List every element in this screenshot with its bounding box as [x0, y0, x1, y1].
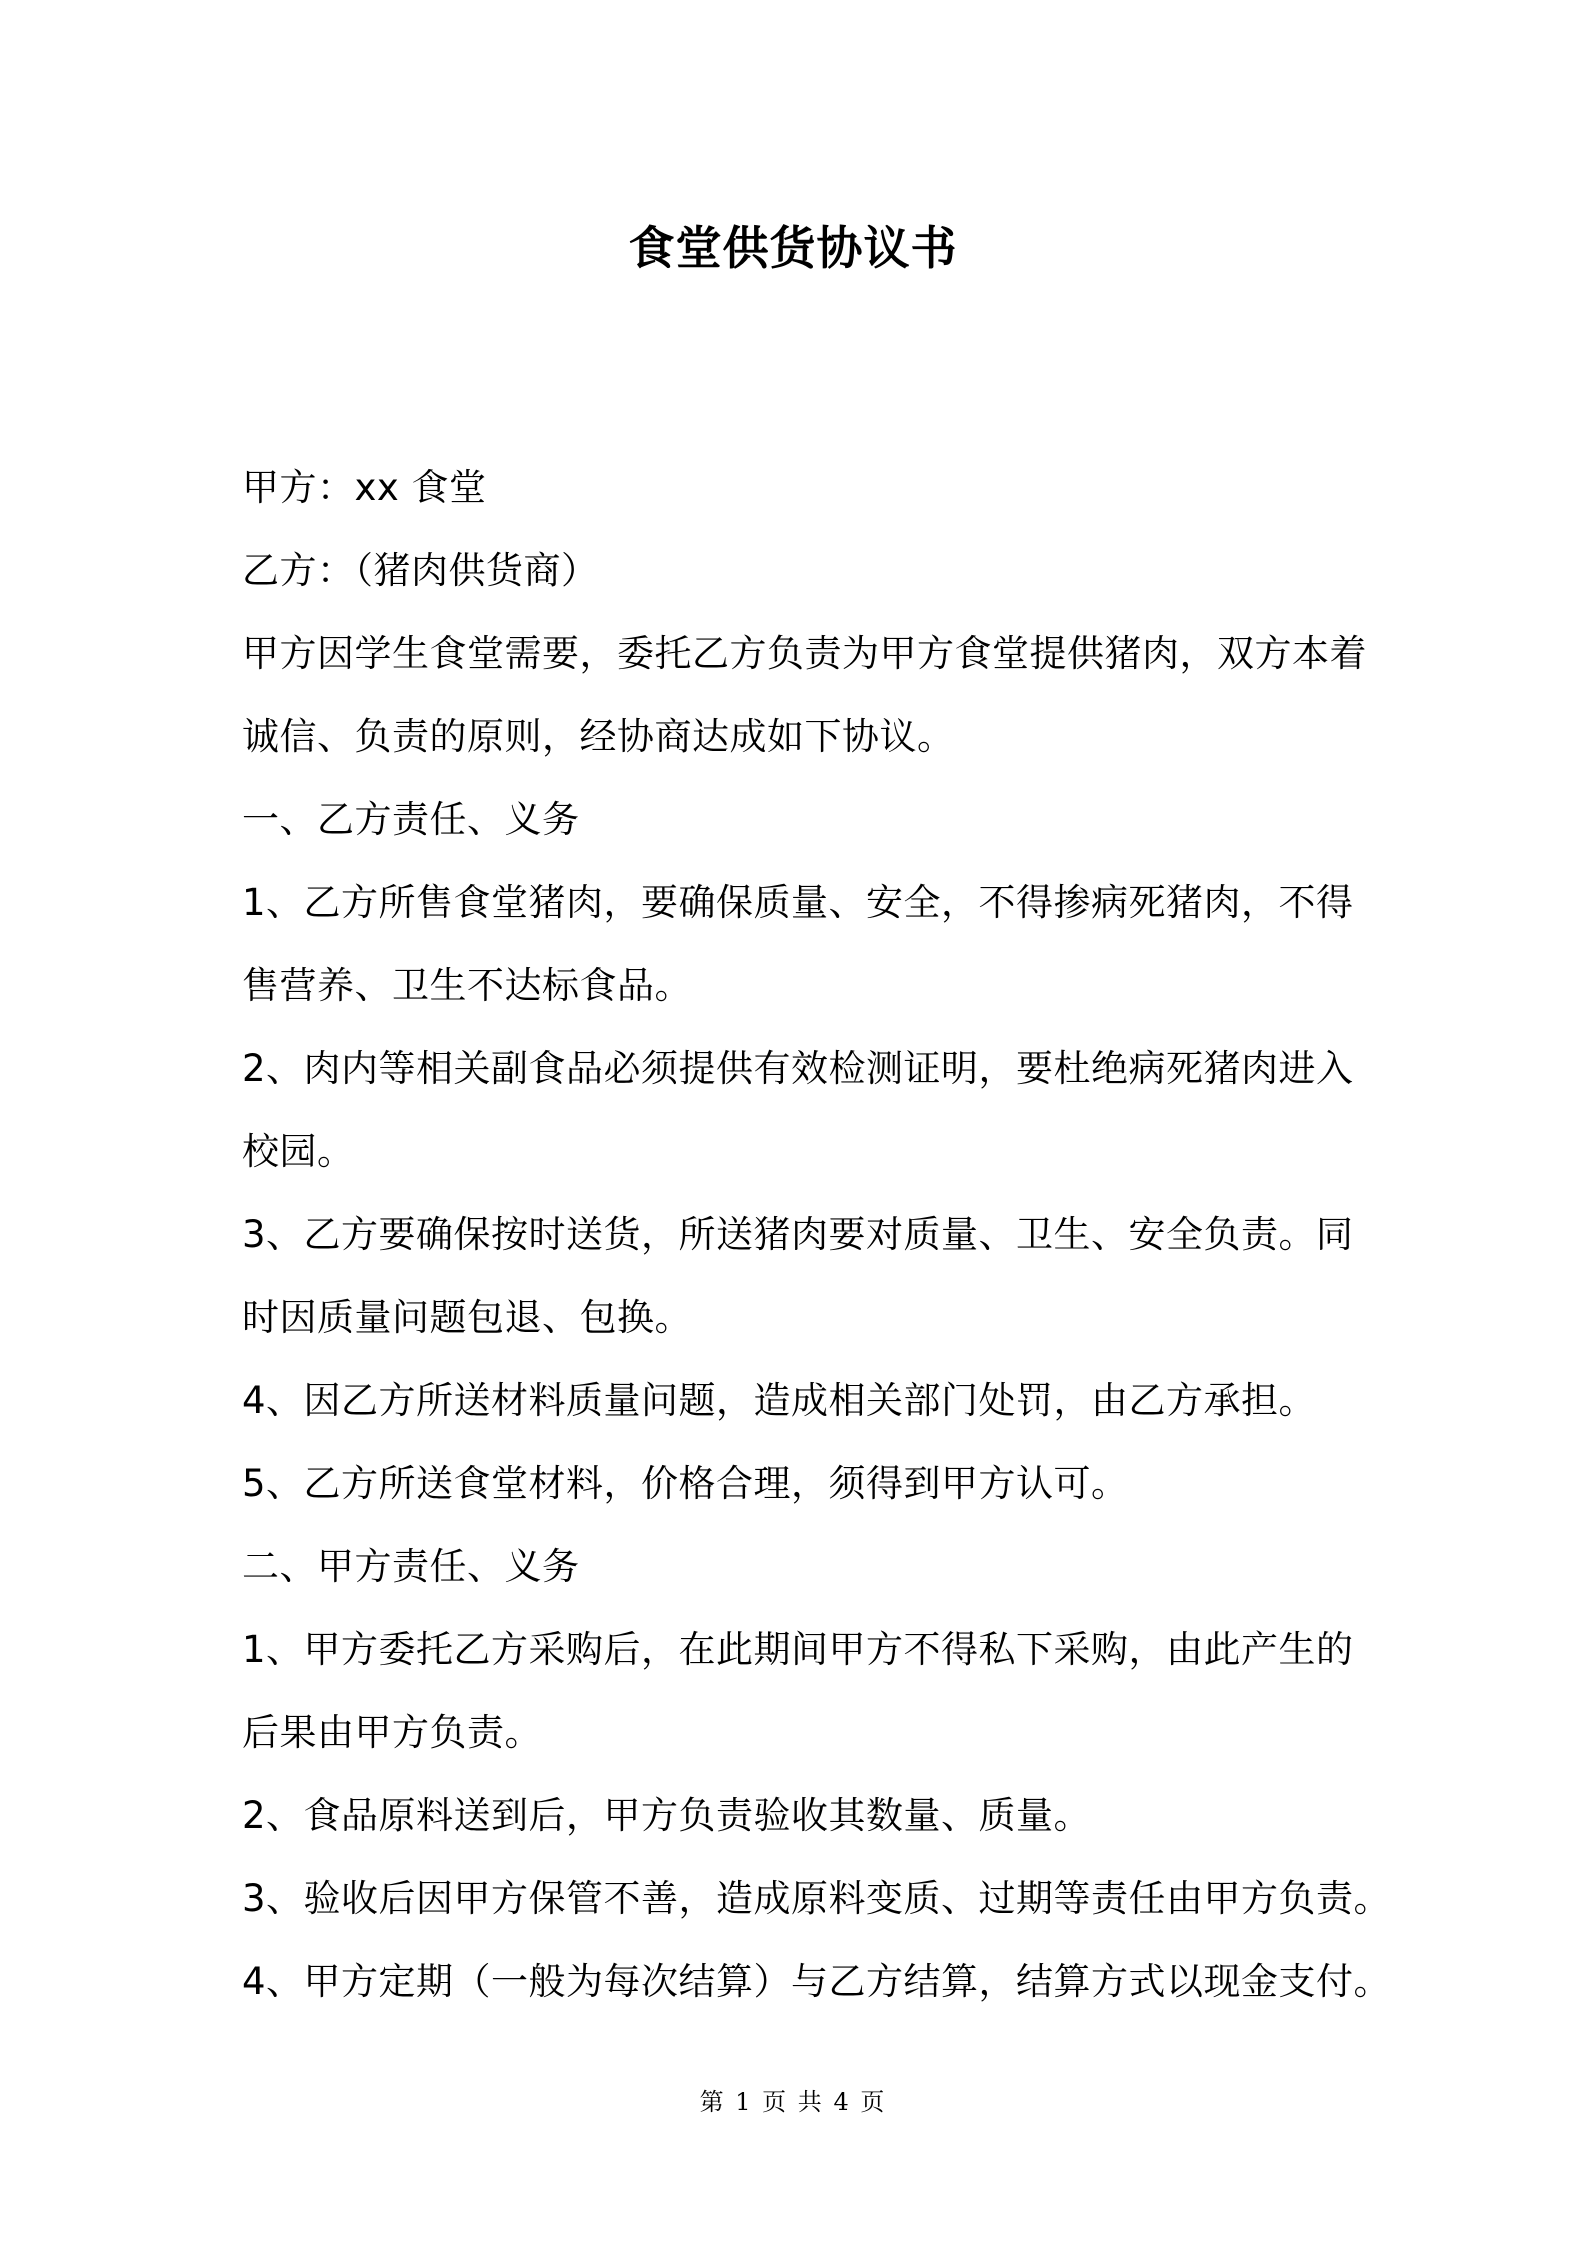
page-number-footer: 第 1 页 共 4 页 [699, 2088, 887, 2116]
clause-b4: 4、因乙方所送材料质量问题，造成相关部门处罚，由乙方承担。 [242, 1379, 1317, 1422]
clause-b3-line-2: 时因质量问题包退、包换。 [242, 1296, 692, 1339]
preamble-line-1: 甲方因学生食堂需要，委托乙方负责为甲方食堂提供猪肉，双方本着 [242, 632, 1367, 675]
clause-b5: 5、乙方所送食堂材料，价格合理，须得到甲方认可。 [242, 1462, 1129, 1505]
clause-a1-line-1: 1、甲方委托乙方采购后，在此期间甲方不得私下采购，由此产生的 [242, 1628, 1354, 1671]
section-heading-party-b: 一、乙方责任、义务 [242, 798, 580, 841]
document-title: 食堂供货协议书 [628, 221, 958, 275]
clause-b2-line-1: 2、肉内等相关副食品必须提供有效检测证明，要杜绝病死猪肉进入 [242, 1047, 1354, 1090]
clause-b2-line-2: 校园。 [242, 1130, 355, 1173]
clause-a1-line-2: 后果由甲方负责。 [242, 1711, 542, 1754]
clause-a2: 2、食品原料送到后，甲方负责验收其数量、质量。 [242, 1794, 1092, 1837]
clause-a3: 3、验收后因甲方保管不善，造成原料变质、过期等责任由甲方负责。 [242, 1877, 1392, 1920]
clause-b3-line-1: 3、乙方要确保按时送货，所送猪肉要对质量、卫生、安全负责。同 [242, 1213, 1354, 1256]
preamble-line-2: 诚信、负责的原则，经协商达成如下协议。 [242, 715, 955, 758]
section-heading-party-a: 二、甲方责任、义务 [242, 1545, 580, 1588]
document-body [242, 446, 1392, 2023]
clause-a4: 4、甲方定期（一般为每次结算）与乙方结算，结算方式以现金支付。 [242, 1960, 1392, 2003]
clause-b1-line-2: 售营养、卫生不达标食品。 [242, 964, 692, 1007]
clause-b1-line-1: 1、乙方所售食堂猪肉，要确保质量、安全，不得掺病死猪肉，不得 [242, 881, 1354, 924]
party-a-line: 甲方：xx 食堂 [242, 466, 487, 509]
party-b-line: 乙方：（猪肉供货商） [242, 549, 599, 592]
